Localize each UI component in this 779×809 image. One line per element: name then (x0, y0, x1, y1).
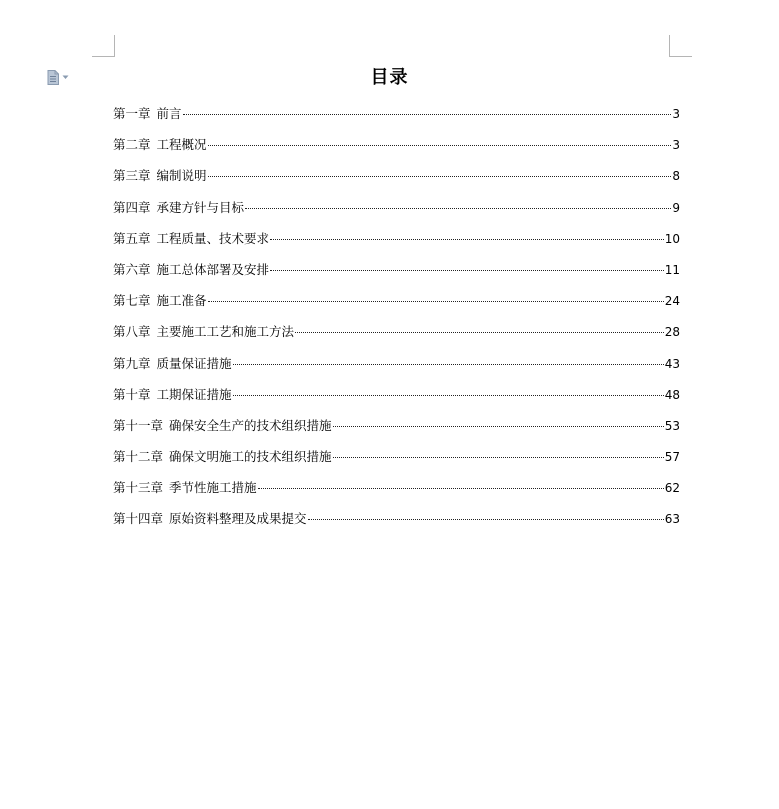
toc-chapter-heading: 质量保证措施 (156, 355, 232, 371)
toc-chapter-heading: 施工总体部署及安排 (156, 261, 270, 277)
toc-chapter-heading: 编制说明 (156, 168, 207, 184)
table-of-contents (113, 103, 680, 540)
toc-page-number: 24 (664, 294, 680, 309)
toc-entry[interactable] (113, 477, 680, 508)
toc-page-number: 8 (672, 169, 680, 184)
toc-page-number: 63 (664, 512, 680, 527)
toc-page-number: 11 (664, 262, 680, 277)
toc-chapter-number: 第四章 (113, 199, 151, 215)
toc-chapter-heading: 承建方针与目标 (156, 199, 245, 215)
toc-dot-leader (270, 239, 664, 240)
toc-entry[interactable] (113, 415, 680, 446)
toc-chapter-number: 第五章 (113, 230, 151, 246)
toc-dot-leader (233, 395, 664, 396)
toc-chapter-heading: 确保文明施工的技术组织措施 (169, 449, 332, 465)
toc-chapter-heading: 施工准备 (156, 293, 207, 309)
toc-dot-leader (245, 208, 671, 209)
toc-chapter-number: 第十三章 (113, 480, 164, 496)
toc-entry[interactable] (113, 197, 680, 228)
toc-dot-leader (233, 364, 664, 365)
toc-chapter-heading: 工程质量、技术要求 (156, 230, 270, 246)
toc-chapter-number: 第十一章 (113, 417, 164, 433)
toc-page-number: 28 (664, 325, 680, 340)
toc-chapter-number: 第六章 (113, 261, 151, 277)
toc-entry[interactable] (113, 165, 680, 196)
toc-chapter-number: 第九章 (113, 355, 151, 371)
toc-chapter-heading: 工程概况 (156, 137, 207, 153)
toc-title: 目录 (370, 67, 409, 88)
toc-entry[interactable] (113, 384, 680, 415)
toc-entry[interactable] (113, 353, 680, 384)
toc-page-number: 3 (672, 138, 680, 153)
toc-chapter-number: 第一章 (113, 106, 151, 121)
toc-chapter-number: 第八章 (113, 324, 151, 340)
toc-dot-leader (183, 114, 672, 115)
toc-chapter-heading: 原始资料整理及成果提交 (169, 511, 307, 527)
toc-entry[interactable] (113, 290, 680, 321)
toc-entry[interactable] (113, 103, 680, 134)
toc-dot-leader (333, 426, 664, 427)
toc-chapter-number: 第三章 (113, 168, 151, 184)
toc-page-number: 53 (664, 418, 680, 433)
toc-chapter-heading: 季节性施工措施 (169, 480, 257, 496)
toc-dot-leader (208, 176, 672, 177)
toc-dot-leader (208, 145, 672, 146)
toc-dot-leader (208, 301, 664, 302)
top-left-crop-mark (92, 35, 115, 57)
toc-entry[interactable] (113, 259, 680, 290)
toc-entry[interactable] (113, 134, 680, 165)
toc-chapter-number: 第十四章 (113, 511, 164, 527)
toc-page-number: 48 (664, 387, 680, 402)
toc-dot-leader (258, 488, 664, 489)
toc-page-number: 3 (672, 107, 680, 121)
top-right-crop-mark (669, 35, 692, 57)
toc-entry[interactable] (113, 508, 680, 539)
toc-chapter-heading: 工期保证措施 (156, 386, 232, 402)
toc-entry[interactable] (113, 321, 680, 352)
toc-chapter-number: 第十二章 (113, 449, 164, 465)
toc-entry[interactable] (113, 446, 680, 477)
toc-dot-leader (270, 270, 664, 271)
toc-page-number: 43 (664, 356, 680, 371)
toc-page-number: 57 (664, 450, 680, 465)
toc-dot-leader (333, 457, 664, 458)
toc-dot-leader (308, 519, 664, 520)
toc-chapter-number: 第七章 (113, 293, 151, 309)
toc-chapter-number: 第十章 (113, 386, 151, 402)
toc-page-number: 10 (664, 231, 680, 246)
toc-entry[interactable] (113, 228, 680, 259)
toc-dot-leader (295, 332, 664, 333)
toc-chapter-heading: 主要施工工艺和施工方法 (156, 324, 295, 340)
toc-page-number: 9 (672, 200, 680, 215)
toc-page-number: 62 (664, 481, 680, 496)
toc-chapter-heading: 确保安全生产的技术组织措施 (169, 417, 332, 433)
toc-chapter-number: 第二章 (113, 137, 151, 153)
toc-chapter-heading: 前言 (156, 106, 182, 121)
